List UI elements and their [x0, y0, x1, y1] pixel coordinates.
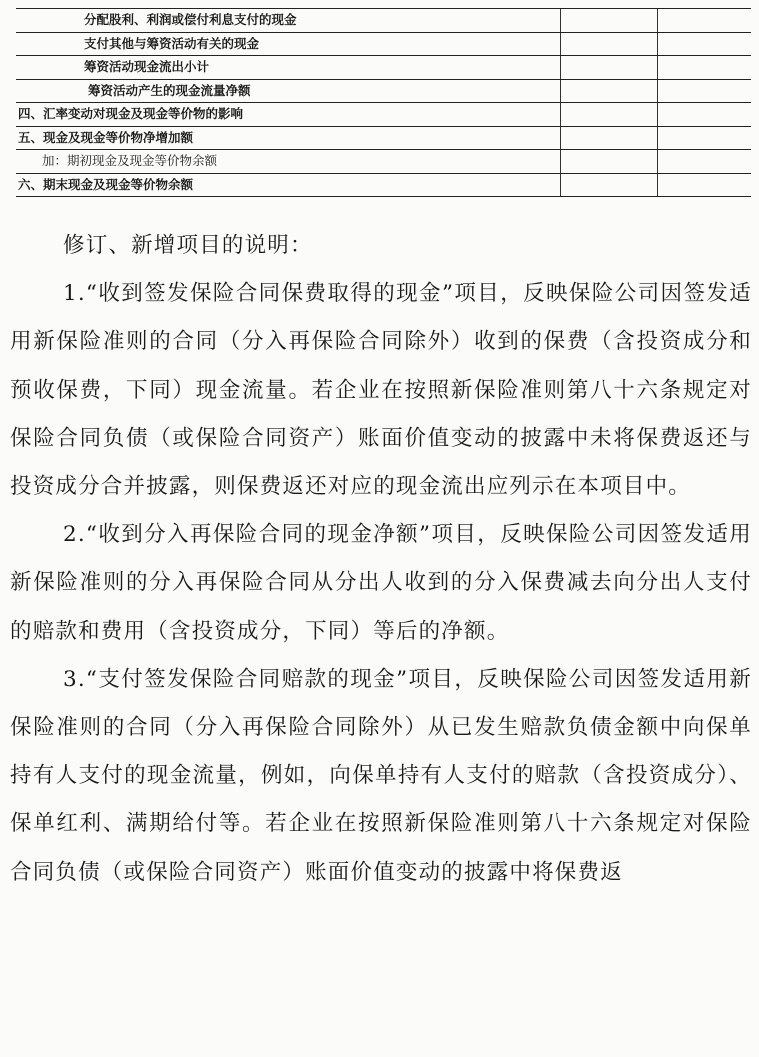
amount-cell-current [560, 56, 657, 80]
paragraph-item-3: 3.“支付签发保险合同赔款的现金”项目，反映保险公司因签发适用新保险准则的合同（分入再保险合同除外）从已发生赔款负债金额中向保单持有人支付的现金流量，例如，向保单持有人支付的赔款（含投资成分）、保单红利、满期给付等。若企业在按照新保险准则第八十六条规定对保险合同负债（或保险合同资产）账面价值变动的披露中将保费返 [10, 666, 752, 885]
table-row [16, 32, 751, 56]
amount-cell-current [560, 126, 657, 150]
amount-cell-current [560, 79, 657, 103]
table-row [16, 126, 751, 150]
row-label: 分配股利、利润或偿付利息支付的现金 [16, 9, 560, 33]
amount-cell-prior [657, 9, 751, 33]
table-row [16, 150, 751, 174]
row-label: 五、现金及现金等价物净增加额 [16, 126, 560, 150]
table-row [16, 9, 751, 33]
amount-cell-current [560, 103, 657, 127]
row-label: 筹资活动现金流出小计 [16, 56, 560, 80]
table-row [16, 173, 751, 197]
amount-cell-current [560, 9, 657, 33]
table-row [16, 103, 751, 127]
amount-cell-prior [657, 79, 751, 103]
amount-cell-current [560, 173, 657, 197]
paragraph-item-1: 1.“收到签发保险合同保费取得的现金”项目，反映保险公司因签发适用新保险准则的合同（分入再保险合同除外）收到的保费（含投资成分和预收保费，下同）现金流量。若企业在按照新保险准则第八十六条规定对保险合同负债（或保险合同资产）账面价值变动的披露中未将保费返还与投资成分合并披露，则保费返还对应的现金流出应列示在本项目中。 [10, 281, 752, 500]
amount-cell-prior [657, 103, 751, 127]
amount-cell-current [560, 32, 657, 56]
paragraph-item-2: 2.“收到分入再保险合同的现金净额”项目，反映保险公司因签发适用新保险准则的分入再保险合同从分出人收到的分入保费减去向分出人支付的赔款和费用（含投资成分，下同）等后的净额。 [10, 522, 752, 644]
cash-flow-table [16, 8, 751, 197]
amount-cell-prior [657, 126, 751, 150]
row-label: 支付其他与筹资活动有关的现金 [16, 32, 560, 56]
row-label: 四、汇率变动对现金及现金等价物的影响 [16, 103, 560, 127]
explanation-section [10, 222, 752, 897]
amount-cell-prior [657, 56, 751, 80]
row-label: 筹资活动产生的现金流量净额 [16, 79, 560, 103]
row-label: 加：期初现金及现金等价物余额 [16, 150, 560, 174]
section-heading: 修订、新增项目的说明： [63, 233, 313, 258]
amount-cell-prior [657, 32, 751, 56]
row-label: 六、期末现金及现金等价物余额 [16, 173, 560, 197]
amount-cell-prior [657, 173, 751, 197]
amount-cell-prior [657, 150, 751, 174]
table-row [16, 79, 751, 103]
table-row [16, 56, 751, 80]
amount-cell-current [560, 150, 657, 174]
